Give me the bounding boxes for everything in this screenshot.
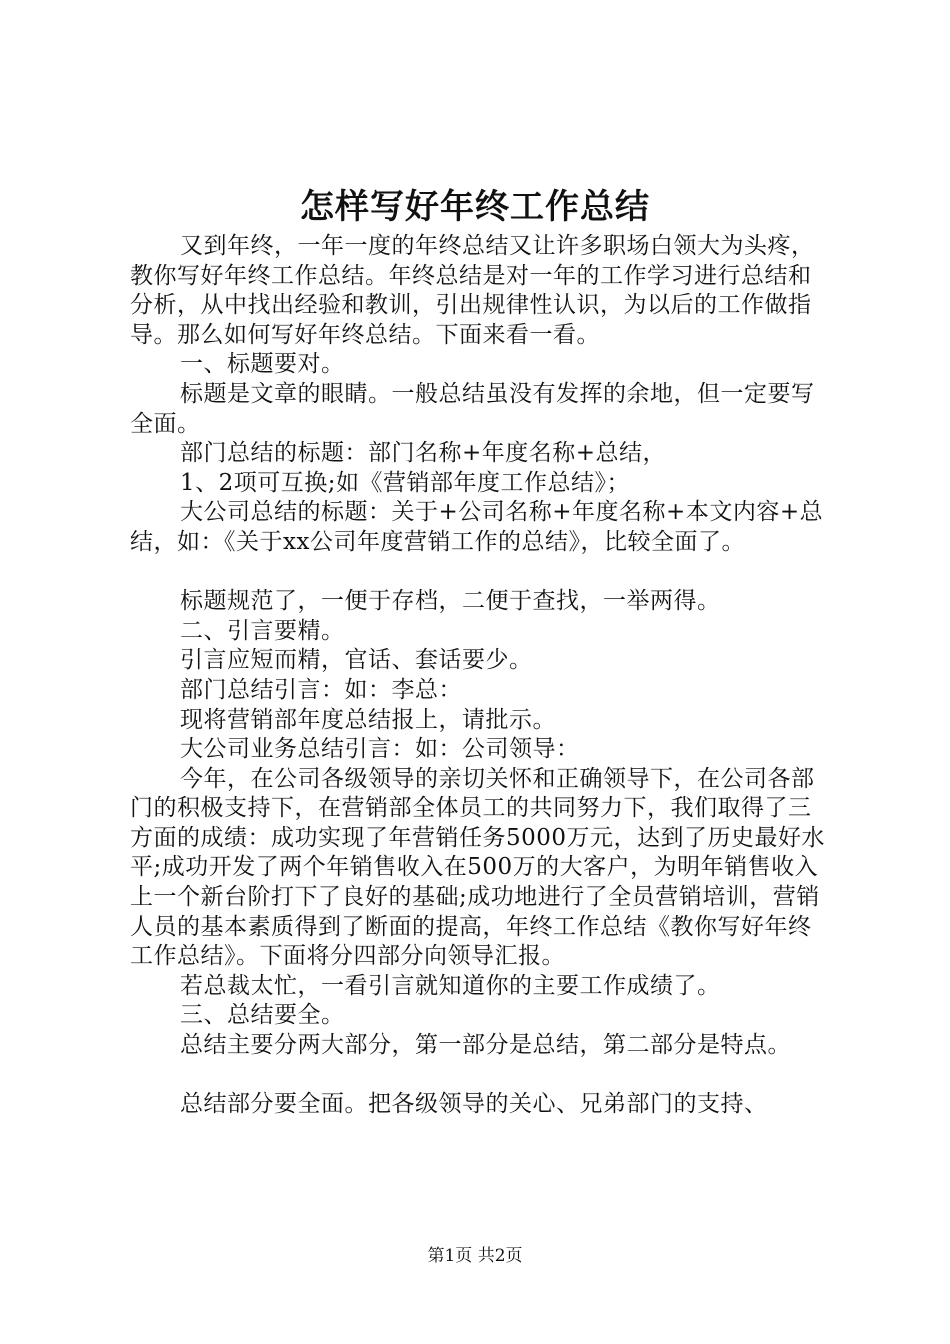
paragraph: 标题规范了，一便于存档，二便于查找，一举两得。 [180, 588, 721, 615]
paragraph: 大公司业务总结引言：如：公司领导： [180, 736, 580, 763]
page-footer: 第1页 共2页 [427, 1246, 523, 1266]
paragraph: 部门总结引言：如：李总： [180, 676, 462, 703]
document-title: 怎样写好年终工作总结 [300, 187, 650, 227]
document-body [130, 232, 830, 1120]
paragraph: 标题是文章的眼睛。一般总结虽没有发挥的余地，但一定要写全面。 [130, 380, 815, 437]
paragraph: 二、引言要精。 [180, 617, 345, 644]
paragraph: 若总裁太忙，一看引言就知道你的主要工作成绩了。 [180, 972, 721, 999]
paragraph: 总结主要分两大部分，第一部分是总结，第二部分是特点。 [180, 1032, 791, 1059]
paragraph: 大公司总结的标题：关于+公司名称+年度名称+本文内容+总结，如：《关于xx公司年度营销工作的总结》，比较全面了。 [130, 499, 824, 555]
paragraph: 三、总结要全。 [180, 1002, 345, 1029]
paragraph: 今年，在公司各级领导的亲切关怀和正确领导下，在公司各部门的积极支持下，在营销部全体员工的共同努力下，我们取得了三方面的成绩：成功实现了年营销任务5000万元，达到了历史最好水平;成功开发了两个年销售收入在500万的大客户，为明年销售收入上一个新台阶打下了良好的基础;成功地进行了全员营销培训，营销人员的基本素质得到了断面的提高，年终工作总结《教你写好年终工作总结》。下面将分四部分向领导汇报。 [130, 765, 826, 970]
paragraph: 1、2项可互换;如《营销部年度工作总结》； [180, 469, 631, 496]
paragraph: 部门总结的标题：部门名称+年度名称+总结， [180, 440, 667, 467]
paragraph: 现将营销部年度总结报上，请批示。 [180, 706, 556, 733]
paragraph: 一、标题要对。 [180, 351, 345, 378]
paragraph: 引言应短而精，官话、套话要少。 [180, 647, 533, 674]
paragraph: 又到年终，一年一度的年终总结又让许多职场白领大为头疼，教你写好年终工作总结。年终总结是对一年的工作学习进行总结和分析，从中找出经验和教训，引出规律性认识，为以后的工作做指导。那么如何写好年终总结。下面来看一看。 [130, 233, 815, 348]
paragraph: 总结部分要全面。把各级领导的关心、兄弟部门的支持、 [180, 1091, 768, 1118]
